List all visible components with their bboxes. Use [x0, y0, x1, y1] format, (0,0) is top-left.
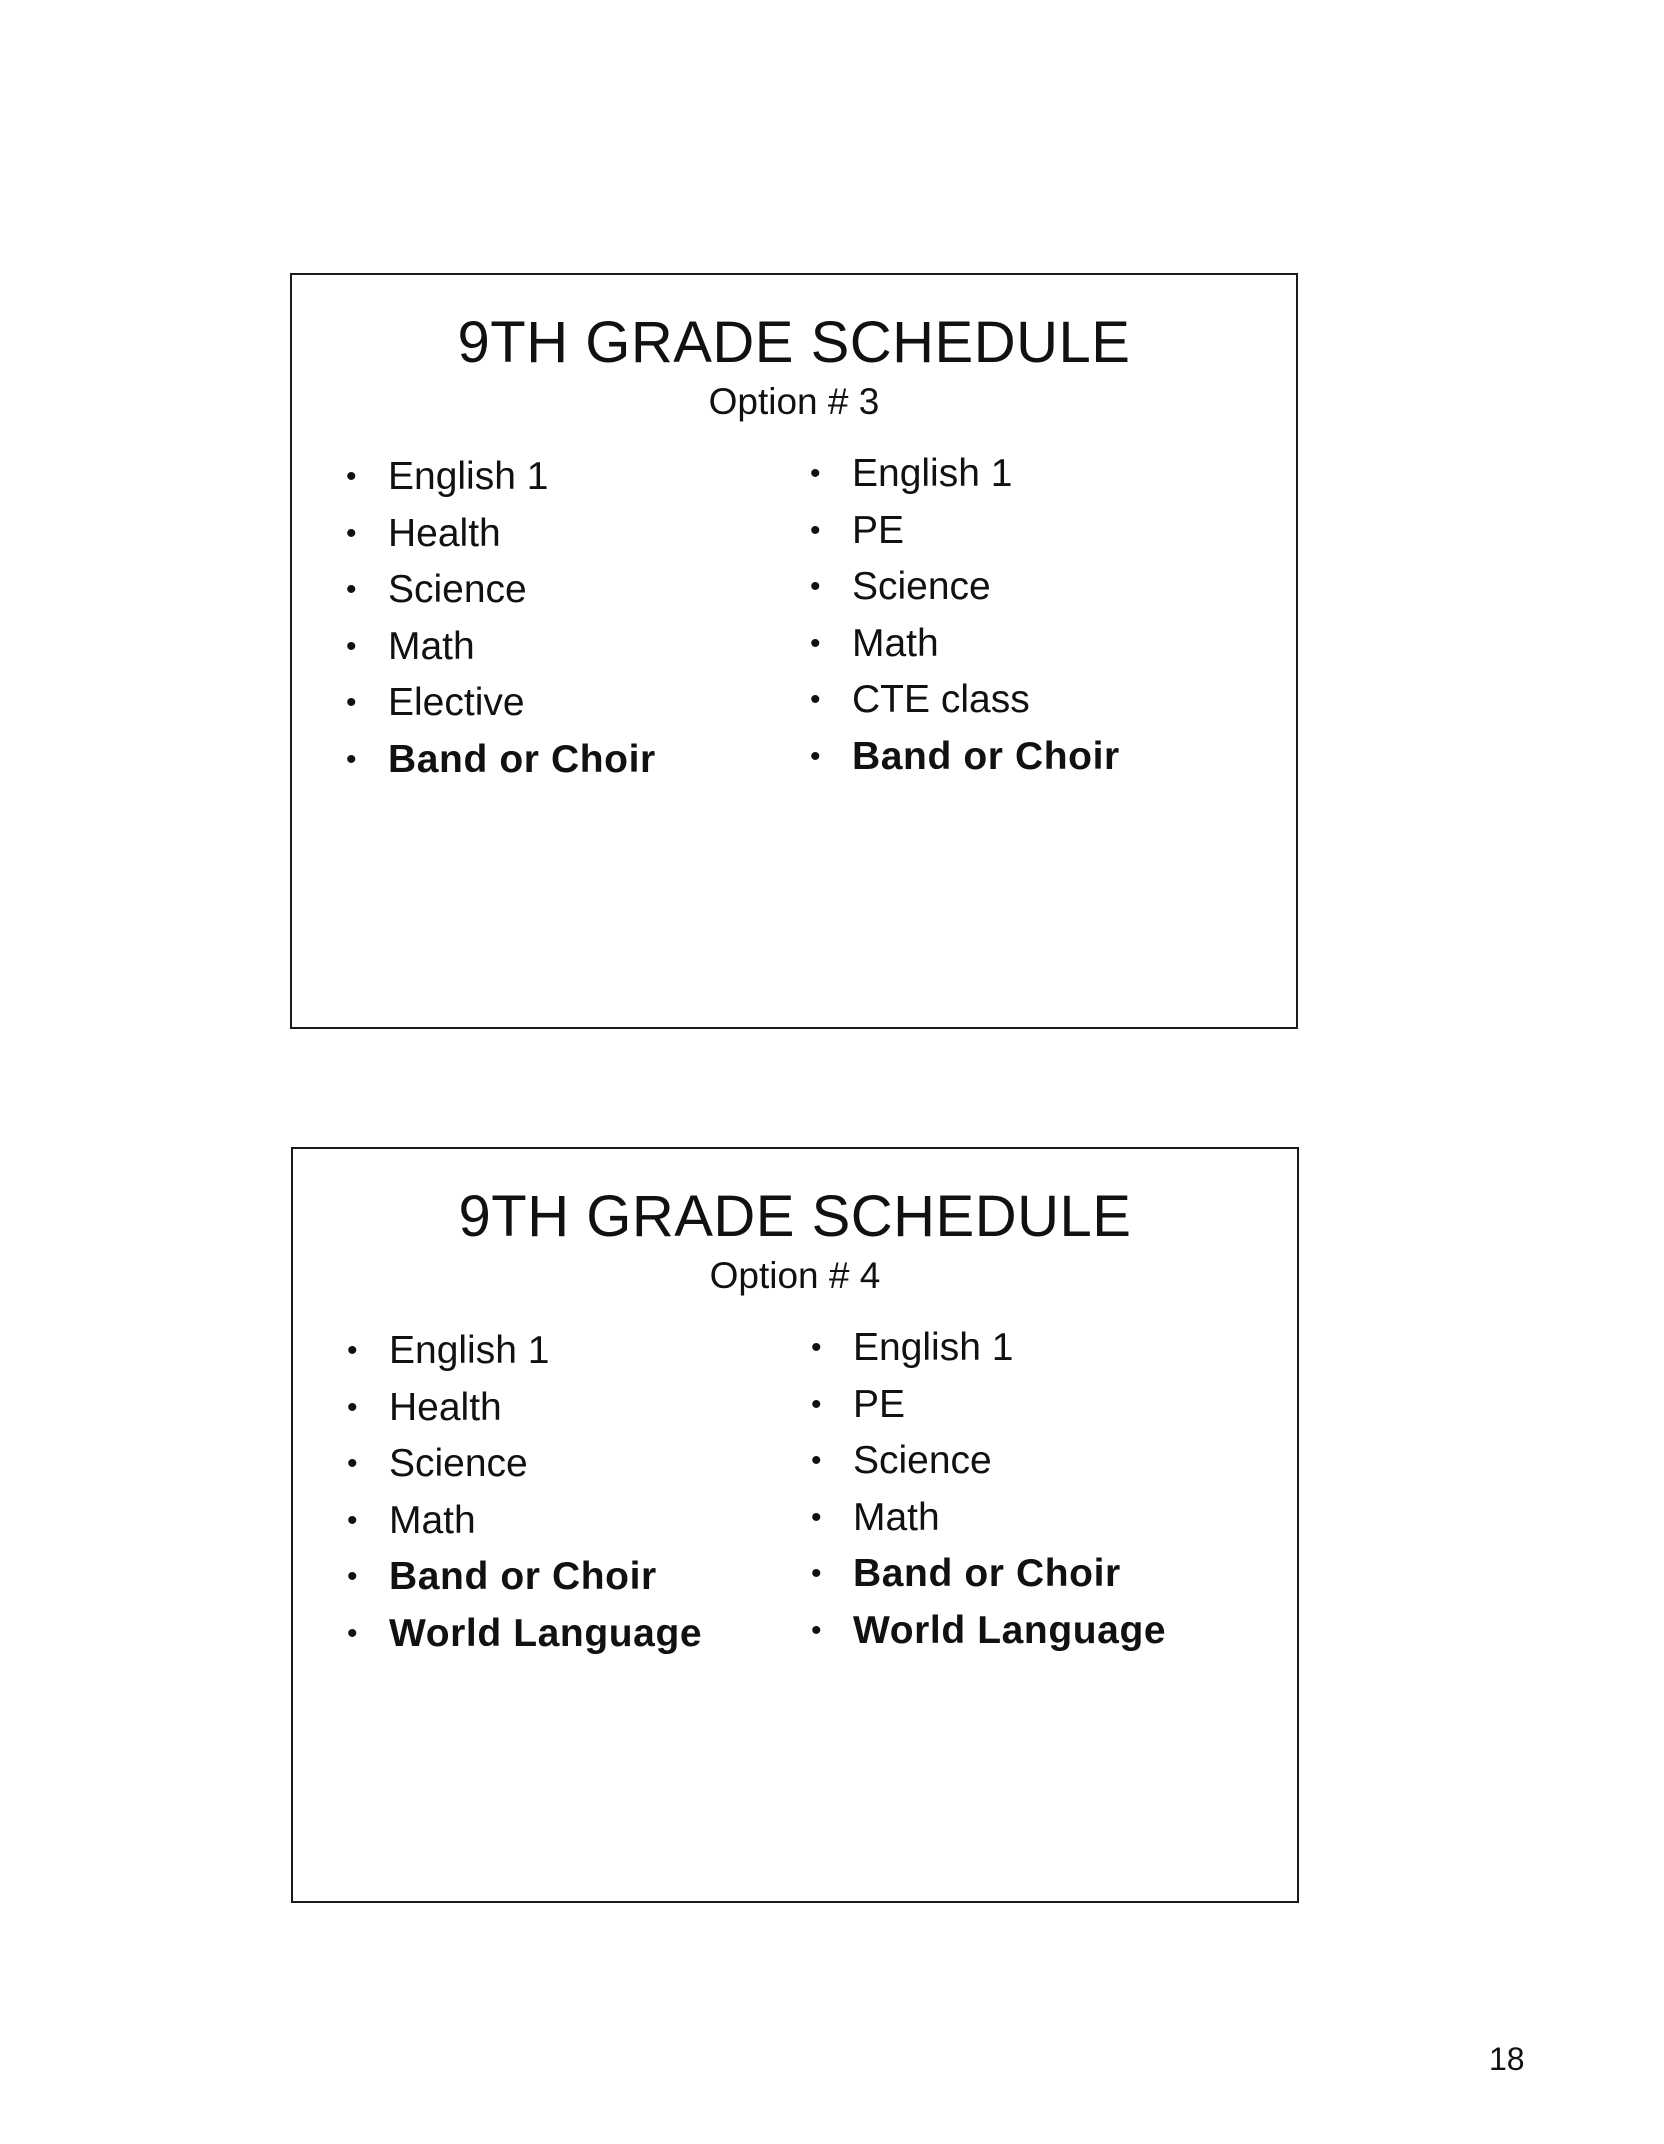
list-item [347, 1493, 702, 1550]
slide-option-4 [291, 1147, 1299, 1903]
list-item [346, 506, 656, 563]
course-label: Band or Choir [853, 1552, 1121, 1596]
list-item [811, 1377, 1166, 1434]
course-list-left [347, 1323, 702, 1662]
bullet-icon: • [811, 1613, 822, 1647]
bullet-icon: • [346, 460, 357, 494]
bullet-icon: • [811, 1387, 822, 1421]
course-label: Elective [388, 681, 525, 725]
course-label: Math [852, 621, 939, 665]
list-item [810, 559, 1120, 616]
bullet-icon: • [346, 573, 357, 607]
slide-title: 9TH GRADE SCHEDULE [458, 1184, 1132, 1249]
course-label: Science [389, 1442, 528, 1486]
course-label: Health [389, 1385, 502, 1429]
list-item [346, 562, 656, 619]
bullet-icon: • [811, 1444, 822, 1478]
course-label: Band or Choir [852, 734, 1120, 778]
bullet-icon: • [810, 739, 821, 773]
slide-option-3 [290, 273, 1298, 1029]
course-label: World Language [853, 1608, 1167, 1652]
page-number: 18 [1489, 2041, 1525, 2077]
course-label: PE [852, 508, 905, 552]
list-item [347, 1380, 702, 1437]
list-item [810, 503, 1120, 560]
slide-subtitle: Option # 4 [709, 1255, 881, 1296]
course-label: CTE class [852, 678, 1030, 722]
course-label: English 1 [388, 455, 549, 499]
list-item [810, 672, 1120, 729]
list-item [810, 446, 1120, 503]
bullet-icon: • [346, 686, 357, 720]
list-item [811, 1546, 1166, 1603]
list-item [346, 732, 656, 789]
course-label: English 1 [852, 452, 1013, 496]
bullet-icon: • [811, 1331, 822, 1365]
bullet-icon: • [347, 1334, 358, 1368]
course-label: English 1 [853, 1326, 1014, 1370]
course-list-right [810, 446, 1120, 785]
bullet-icon: • [347, 1616, 358, 1650]
bullet-icon: • [810, 626, 821, 660]
bullet-icon: • [810, 570, 821, 604]
list-item [811, 1433, 1166, 1490]
list-item [810, 616, 1120, 673]
course-label: World Language [389, 1611, 703, 1655]
course-label: Math [388, 624, 475, 668]
bullet-icon: • [811, 1557, 822, 1591]
bullet-icon: • [347, 1390, 358, 1424]
bullet-icon: • [346, 629, 357, 663]
course-label: PE [853, 1382, 906, 1426]
bullet-icon: • [810, 683, 821, 717]
bullet-icon: • [347, 1503, 358, 1537]
bullet-icon: • [347, 1447, 358, 1481]
list-item [811, 1603, 1166, 1660]
course-label: Math [389, 1498, 476, 1542]
course-label: Math [853, 1495, 940, 1539]
list-item [347, 1436, 702, 1493]
slide-subtitle: Option # 3 [708, 381, 880, 422]
course-label: Band or Choir [389, 1555, 657, 1599]
list-item [347, 1323, 702, 1380]
course-list-left [346, 449, 656, 788]
list-item [346, 449, 656, 506]
slide-title: 9TH GRADE SCHEDULE [457, 310, 1131, 375]
bullet-icon: • [810, 513, 821, 547]
course-label: Band or Choir [388, 737, 656, 781]
list-item [346, 619, 656, 676]
bullet-icon: • [810, 457, 821, 491]
course-label: Science [853, 1439, 992, 1483]
bullet-icon: • [346, 742, 357, 776]
course-label: Science [852, 565, 991, 609]
course-label: Health [388, 511, 501, 555]
list-item [811, 1490, 1166, 1547]
list-item [347, 1606, 702, 1663]
course-label: Science [388, 568, 527, 612]
bullet-icon: • [346, 516, 357, 550]
bullet-icon: • [811, 1500, 822, 1534]
list-item [810, 729, 1120, 786]
list-item [346, 675, 656, 732]
list-item [347, 1549, 702, 1606]
course-label: English 1 [389, 1329, 550, 1373]
bullet-icon: • [347, 1560, 358, 1594]
list-item [811, 1320, 1166, 1377]
course-list-right [811, 1320, 1166, 1659]
